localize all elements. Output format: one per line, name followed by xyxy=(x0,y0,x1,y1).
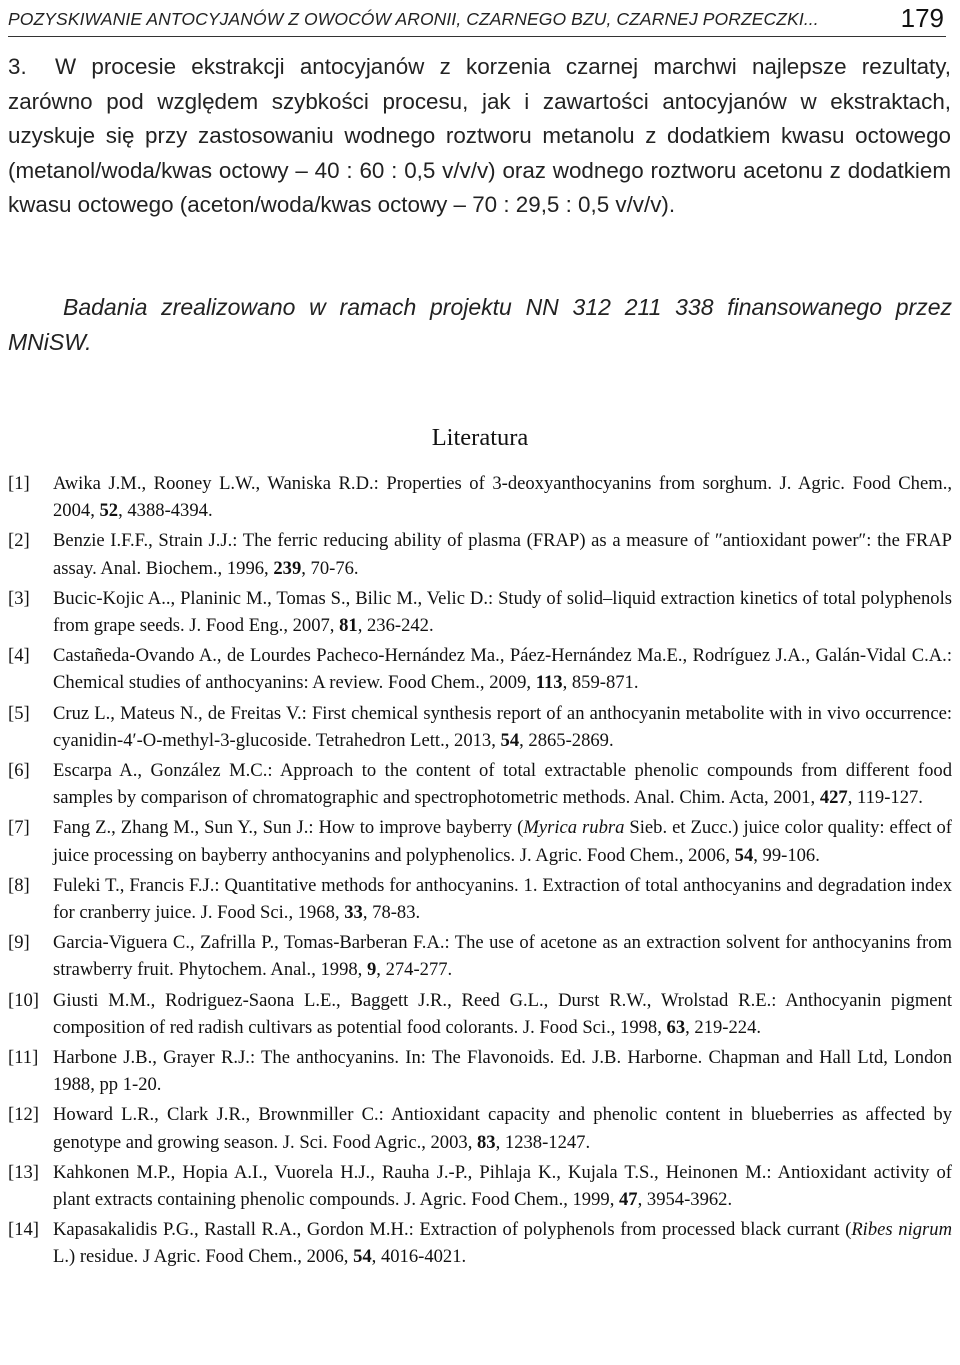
reference-item xyxy=(8,1101,952,1155)
reference-number: [4] xyxy=(8,645,30,667)
reference-number: [11] xyxy=(8,1047,39,1069)
reference-item xyxy=(8,872,952,926)
reference-text: Harbone J.B., Grayer R.J.: The anthocyanins. In: The Flavonoids. Ed. J.B. Harborne. Chapman and Hall Ltd, London 1988, pp 1-20. xyxy=(53,1047,952,1096)
reference-number: [1] xyxy=(8,473,30,494)
reference-number: [12] xyxy=(8,1104,39,1126)
reference-volume: 33 xyxy=(344,902,363,924)
reference-volume: 54 xyxy=(353,1246,372,1268)
reference-item xyxy=(8,642,952,696)
reference-item xyxy=(8,585,952,639)
reference-volume: 239 xyxy=(273,557,302,579)
reference-volume: 54 xyxy=(500,729,520,751)
running-head xyxy=(8,4,946,37)
reference-volume: 427 xyxy=(819,787,848,809)
reference-text: Kapasakalidis P.G., Rastall R.A., Gordon M.H.: Extraction of polyphenols from processed black currant ( xyxy=(53,1219,852,1241)
conclusion-point-3 xyxy=(8,50,951,223)
reference-number: [13] xyxy=(8,1161,39,1183)
reference-number: [5] xyxy=(8,702,30,724)
reference-text: Benzie I.F.F., Strain J.J.: The ferric reducing ability of plasma (FRAP) as a measure of ″antioxidant power″: the FRAP assay. Anal. Biochem., 1996, xyxy=(53,530,952,579)
reference-number: [6] xyxy=(8,760,30,782)
reference-number: [7] xyxy=(8,817,30,839)
reference-volume: 9 xyxy=(366,959,377,981)
reference-pages: , 274-277. xyxy=(376,959,453,981)
reference-item xyxy=(8,1159,952,1213)
reference-list xyxy=(8,470,952,1274)
reference-pages: , 78-83. xyxy=(362,902,421,924)
reference-pages: , 119-127. xyxy=(847,787,923,809)
reference-number: [14] xyxy=(8,1219,39,1241)
reference-species-name: Myrica rubra xyxy=(523,817,625,839)
reference-text: Howard L.R., Clark J.R., Brownmiller C.: Antioxidant capacity and phenolic content in blueberries as affected by genotype and growing season. J. Sci. Food Agric., 2003, xyxy=(53,1104,952,1153)
reference-pages: , 3954-3962. xyxy=(637,1189,733,1211)
reference-text: Awika J.M., Rooney L.W., Waniska R.D.: Properties of 3-deoxyanthocyanins from sorghum. J. Agric. Food Chem., 2004, xyxy=(53,473,952,522)
reference-pages: , 2865-2869. xyxy=(519,729,614,751)
reference-item xyxy=(8,1044,952,1098)
reference-item xyxy=(8,814,952,868)
reference-number: [9] xyxy=(8,932,30,954)
reference-item xyxy=(8,987,952,1041)
reference-pages: , 4388-4394. xyxy=(118,500,213,522)
reference-species-name: Ribes nigrum xyxy=(851,1219,952,1241)
reference-item xyxy=(8,757,952,811)
reference-text: Fang Z., Zhang M., Sun Y., Sun J.: How to improve bayberry ( xyxy=(53,817,524,839)
reference-volume: 52 xyxy=(99,500,119,522)
reference-volume: 54 xyxy=(734,844,754,866)
reference-text: Giusti M.M., Rodriguez-Saona L.E., Baggett J.R., Reed G.L., Durst R.W., Wrolstad R.E.: Anthocyanin pigment composition of red radish cultivars as potential food colorants. J. Food Sci., 1998, xyxy=(53,989,952,1038)
reference-text-continued: Sieb. et Zucc.) juice color quality: effect of juice processing on bayberry anthocyanins and polyphenolics. J. Agric. Food Chem., 2006, xyxy=(53,817,952,866)
reference-number: [8] xyxy=(8,874,30,896)
reference-volume: 63 xyxy=(666,1016,686,1038)
reference-volume: 81 xyxy=(339,615,358,637)
reference-volume: 47 xyxy=(619,1189,638,1211)
conclusion-text: W procesie ekstrakcji antocyjanów z korzenia czarnej marchwi najlepsze rezultaty, zarówno pod względem szybkości procesu, jak i zawartości antocyjanów w ekstraktach, uzyskuje się przy zastosowaniu wodnego roztworu metanolu z dodatkiem kwasu octowego (metanol/woda/kwas octowy – 40 : 60 : 0,5 v/v/v) oraz wodnego roztworu acetonu z dodatkiem kwasu octowego (aceton/woda/kwas octowy – 70 : 29,5 : 0,5 v/v/v). xyxy=(8,54,951,217)
reference-text: Castañeda-Ovando A., de Lourdes Pacheco-Hernández Ma., Páez-Hernández Ma.E., Rodríguez J.A., Galán-Vidal C.A.: Chemical studies of anthocyanins: A review. Food Chem., 2009, xyxy=(53,645,952,694)
reference-pages: , 236-242. xyxy=(357,615,434,637)
reference-text: Kahkonen M.P., Hopia A.I., Vuorela H.J., Rauha J.-P., Pihlaja K., Kujala T.S., Heinonen M.: Antioxidant activity of plant extracts containing phenolic compounds. J. Agric. Food Chem., 1999, xyxy=(53,1161,952,1211)
reference-item xyxy=(8,929,952,983)
reference-pages: , 1238-1247. xyxy=(495,1131,591,1153)
reference-item xyxy=(8,700,952,754)
reference-item xyxy=(8,470,952,524)
references-heading: Literatura xyxy=(431,424,529,451)
reference-text: Garcia-Viguera C., Zafrilla P., Tomas-Barberan F.A.: The use of acetone as an extraction solvent for anthocyanins from strawberry fruit. Phytochem. Anal., 1998, xyxy=(53,932,952,981)
reference-pages: , 219-224. xyxy=(685,1016,762,1038)
reference-item xyxy=(8,527,952,581)
reference-number: [3] xyxy=(8,587,30,609)
funding-note: Badania zrealizowano w ramach projektu NN 312 211 338 finansowanego przez MNiSW. xyxy=(8,294,952,355)
reference-text: Escarpa A., González M.C.: Approach to the content of total extractable phenolic compounds from different food samples by comparison of chromatographic and spectrophotometric methods. Anal. Chim. Acta, 2001, xyxy=(53,760,952,809)
reference-pages: , 4016-4021. xyxy=(371,1246,467,1268)
running-head-title: POZYSKIWANIE ANTOCYJANÓW Z OWOCÓW ARONII, CZARNEGO BZU, CZARNEJ PORZECZKI... xyxy=(8,9,819,29)
reference-pages: , 859-871. xyxy=(562,672,639,694)
reference-text-continued: L.) residue. J Agric. Food Chem., 2006, xyxy=(53,1246,354,1268)
page-number: 179 xyxy=(900,3,944,33)
conclusion-number: 3. xyxy=(8,54,27,79)
reference-text: Bucic-Kojic A.., Planinic M., Tomas S., Bilic M., Velic D.: Study of solid–liquid extraction kinetics of total polyphenols from grape seeds. J. Food Eng., 2007, xyxy=(53,587,952,637)
reference-volume: 83 xyxy=(477,1131,496,1153)
reference-number: [10] xyxy=(8,989,39,1011)
reference-pages: , 70-76. xyxy=(301,557,359,579)
reference-text: Fuleki T., Francis F.J.: Quantitative methods for anthocyanins. 1. Extraction of total anthocyanins and degradation index for cranberry juice. J. Food Sci., 1968, xyxy=(53,874,952,924)
reference-volume: 113 xyxy=(535,672,563,694)
reference-number: [2] xyxy=(8,530,30,552)
reference-pages: , 99-106. xyxy=(753,844,820,866)
reference-item xyxy=(8,1216,952,1270)
reference-text: Cruz L., Mateus N., de Freitas V.: First chemical synthesis report of an anthocyanin metabolite with in vivo occurrence: cyanidin-4′-O-methyl-3-glucoside. Tetrahedron Lett., 2013, xyxy=(53,702,952,751)
